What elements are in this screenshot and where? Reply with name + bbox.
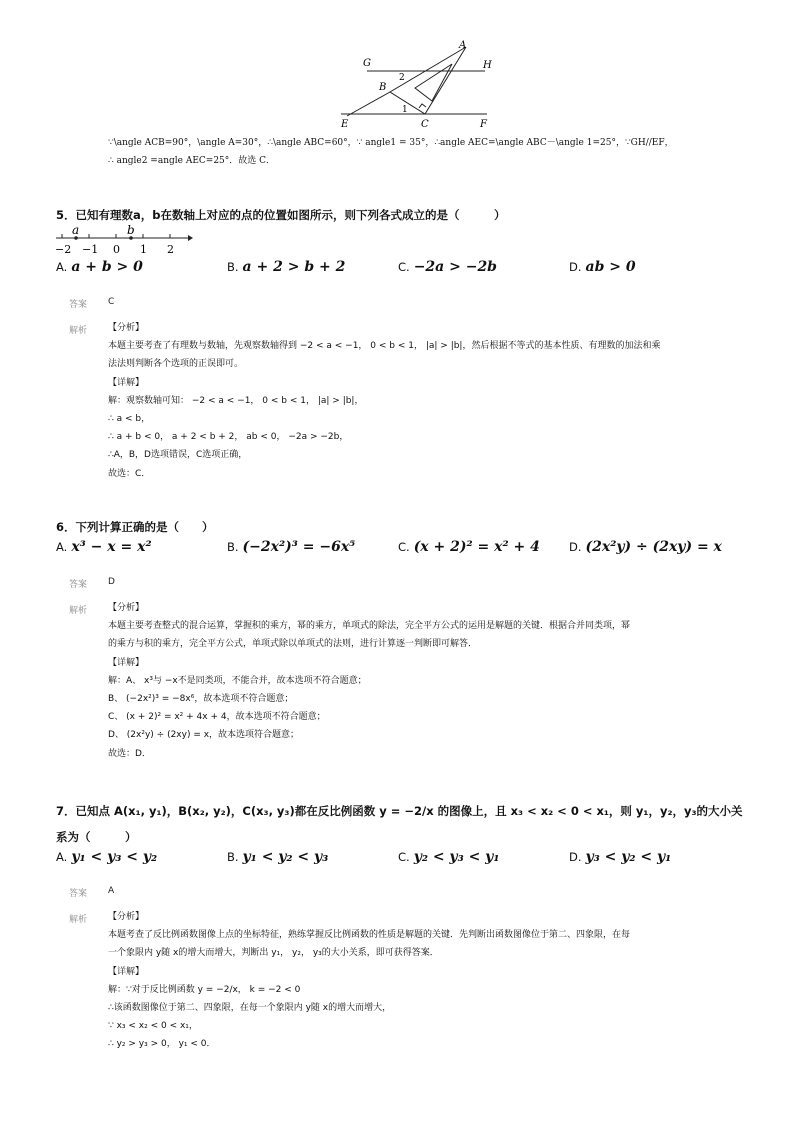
label-c: C (421, 119, 429, 130)
q5-answer-tag: 答案 (69, 300, 88, 310)
q7-title-line-1: 7．已知点 A(x₁, y₁)，B(x₂, y₂)，C(x₃, y₃)都在反比例函数 y = −2/x 的图像上，且 x₃ < x₂ < 0 < x₁，则 y₁，y₂，y₃的大小关 (56, 804, 743, 818)
option-label: B. (227, 260, 239, 274)
explain-line: 本题主要考查了有理数与数轴，先观察数轴得到 −2 < a < −1， 0 < b < 1， |a| > |b|，然后根据不等式的基本性质、有理数的加法和乘 (108, 341, 661, 352)
option-expr: (−2x²)³ = −6x⁵ (242, 539, 356, 555)
q7-option-a[interactable] (56, 849, 157, 865)
tick-label: −1 (82, 243, 99, 255)
option-expr: y₁ < y₂ < y₃ (242, 849, 329, 865)
explain-line: ∴A，B，D选项错误，C选项正确， (108, 450, 248, 461)
q5-option-b[interactable] (227, 259, 345, 275)
option-expr: −2a > −2b (413, 259, 497, 275)
q7-option-d[interactable] (569, 849, 671, 865)
option-expr: a + b > 0 (71, 259, 143, 275)
explain-line: 故选：D． (108, 748, 151, 759)
tick-label: 2 (167, 243, 174, 255)
explain-line: C、 (x + 2)² = x² + 4x + 4，故本选项不符合题意； (108, 712, 326, 723)
tick-label: −2 (55, 243, 72, 255)
q5-option-a[interactable] (56, 259, 143, 275)
q4-solution-line-2: ∴ angle2 =angle AEC=25°．故选 C． (108, 156, 276, 166)
explain-line: 本题主要考查整式的混合运算，掌握积的乘方，幂的乘方，单项式的除法，完全平方公式的运用是解题的关键．根据合并同类项，幂 (108, 621, 631, 632)
q7-answer-tag: 答案 (69, 889, 88, 899)
explain-line: D、 (2x²y) ÷ (2xy) = x，故本选项符合题意； (108, 730, 300, 741)
explain-line: 【详解】 (108, 657, 145, 668)
geometry-figure (335, 38, 505, 130)
explain-line: 解：观察数轴可知： −2 < a < −1， 0 < b < 1， |a| > |b|， (108, 395, 364, 406)
numberline-label-a: a (72, 223, 80, 237)
q6-option-a[interactable] (56, 539, 152, 555)
inner-triangle (415, 64, 452, 101)
explain-line: 解：∵对于反比例函数 y = −2/x， k = −2 < 0 (108, 984, 301, 995)
number-line (54, 223, 194, 255)
right-angle-mark (419, 104, 426, 108)
q6-option-b[interactable] (227, 539, 355, 555)
explain-line: 一个象限内 y随 x的增大而增大，判断出 y₁， y₂， y₃的大小关系，即可获得答案． (108, 948, 439, 959)
q6-answer: D (108, 577, 115, 587)
option-label: D. (569, 850, 582, 864)
option-label: D. (569, 260, 582, 274)
numberline-label-b: b (127, 223, 135, 237)
option-label: A. (56, 850, 68, 864)
q5-title: 5．已知有理数a，b在数轴上对应的点的位置如图所示，则下列各式成立的是（ ） (56, 208, 506, 222)
q7-title-line-2: 系为（ ） (56, 830, 137, 844)
option-expr: (x + 2)² = x² + 4 (413, 539, 540, 555)
q6-title: 6．下列计算正确的是（ ） (56, 520, 214, 534)
option-label: B. (227, 540, 239, 554)
explain-line: 【分析】 (108, 323, 145, 333)
explain-line: ∴ a < b， (108, 414, 151, 425)
q5-option-d[interactable] (569, 259, 636, 275)
option-expr: y₂ < y₃ < y₁ (413, 849, 500, 865)
option-expr: a + 2 > b + 2 (242, 259, 346, 275)
tick-label: 0 (113, 243, 120, 255)
explain-line: ∴ a + b < 0， a + 2 < b + 2， ab < 0， −2a > −2b， (108, 432, 349, 443)
option-label: C. (398, 850, 410, 864)
option-expr: y₃ < y₂ < y₁ (585, 849, 672, 865)
q7-option-c[interactable] (398, 849, 499, 865)
q6-answer-tag: 答案 (69, 580, 88, 590)
tick-label: 1 (140, 243, 147, 255)
option-label: A. (56, 260, 68, 274)
option-expr: (2x²y) ÷ (2xy) = x (585, 539, 722, 555)
line-eb (347, 92, 390, 116)
explain-line: 【分析】 (108, 603, 145, 613)
label-1: 1 (402, 105, 408, 115)
explain-line: 故选：C． (108, 468, 151, 479)
q6-explanation (108, 599, 630, 763)
q6-option-d[interactable] (569, 539, 722, 555)
q5-answer: C (108, 297, 115, 307)
explain-line: 【详解】 (108, 377, 145, 388)
q7-answer: A (108, 886, 115, 896)
label-g: G (363, 58, 371, 69)
label-b: B (379, 82, 387, 93)
explain-line: 本题考查了反比例函数图像上点的坐标特征，熟练掌握反比例函数的性质是解题的关键．先判断出函数图像位于第二、四象限，在每 (108, 930, 631, 941)
option-label: C. (398, 540, 410, 554)
explain-line: 【详解】 (108, 966, 145, 977)
option-label: B. (227, 850, 239, 864)
explain-line: B、 (−2x²)³ = −8x⁶，故本选项不符合题意； (108, 694, 294, 705)
label-h: H (483, 60, 492, 71)
q7-explain-tag: 解析 (69, 915, 88, 925)
q6-explain-tag: 解析 (69, 606, 88, 616)
explain-line: 解：A、 x³与 −x不是同类项，不能合并，故本选项不符合题意； (108, 675, 367, 686)
option-label: D. (569, 540, 582, 554)
option-expr: y₁ < y₃ < y₂ (71, 849, 158, 865)
q7-explanation (108, 908, 630, 1054)
explain-line: 【分析】 (108, 912, 145, 922)
explain-line: ∴ y₂ > y₃ > 0， y₁ < 0． (108, 1039, 216, 1050)
q4-solution-line-1: ∵\angle ACB=90°，\angle A=30°，∴\angle ABC=60°，∵ angle1 = 35°，∴angle AEC=\angle ABC－\angle 1=25°，∵GH//EF， (108, 138, 674, 148)
q5-explanation (108, 319, 660, 483)
option-expr: x³ − x = x² (71, 539, 152, 555)
label-e: E (341, 119, 349, 130)
explain-line: ∵ x₃ < x₂ < 0 < x₁， (108, 1021, 198, 1032)
option-label: C. (398, 260, 410, 274)
q5-option-c[interactable] (398, 259, 497, 275)
q6-option-c[interactable] (398, 539, 540, 555)
explain-line: 的乘方与积的乘方，完全平方公式，单项式除以单项式的法则，进行计算逐一判断即可解答． (108, 639, 478, 650)
option-expr: ab > 0 (585, 259, 636, 275)
option-label: A. (56, 540, 68, 554)
label-a: A (459, 40, 467, 51)
explain-line: ∴该函数图像位于第二、四象限，在每一个象限内 y随 x的增大而增大， (108, 1003, 392, 1014)
label-2: 2 (399, 73, 405, 83)
q5-explain-tag: 解析 (69, 326, 88, 336)
q7-option-b[interactable] (227, 849, 328, 865)
explain-line: 法法则判断各个选项的正误即可。 (108, 359, 244, 370)
label-f: F (480, 119, 487, 130)
